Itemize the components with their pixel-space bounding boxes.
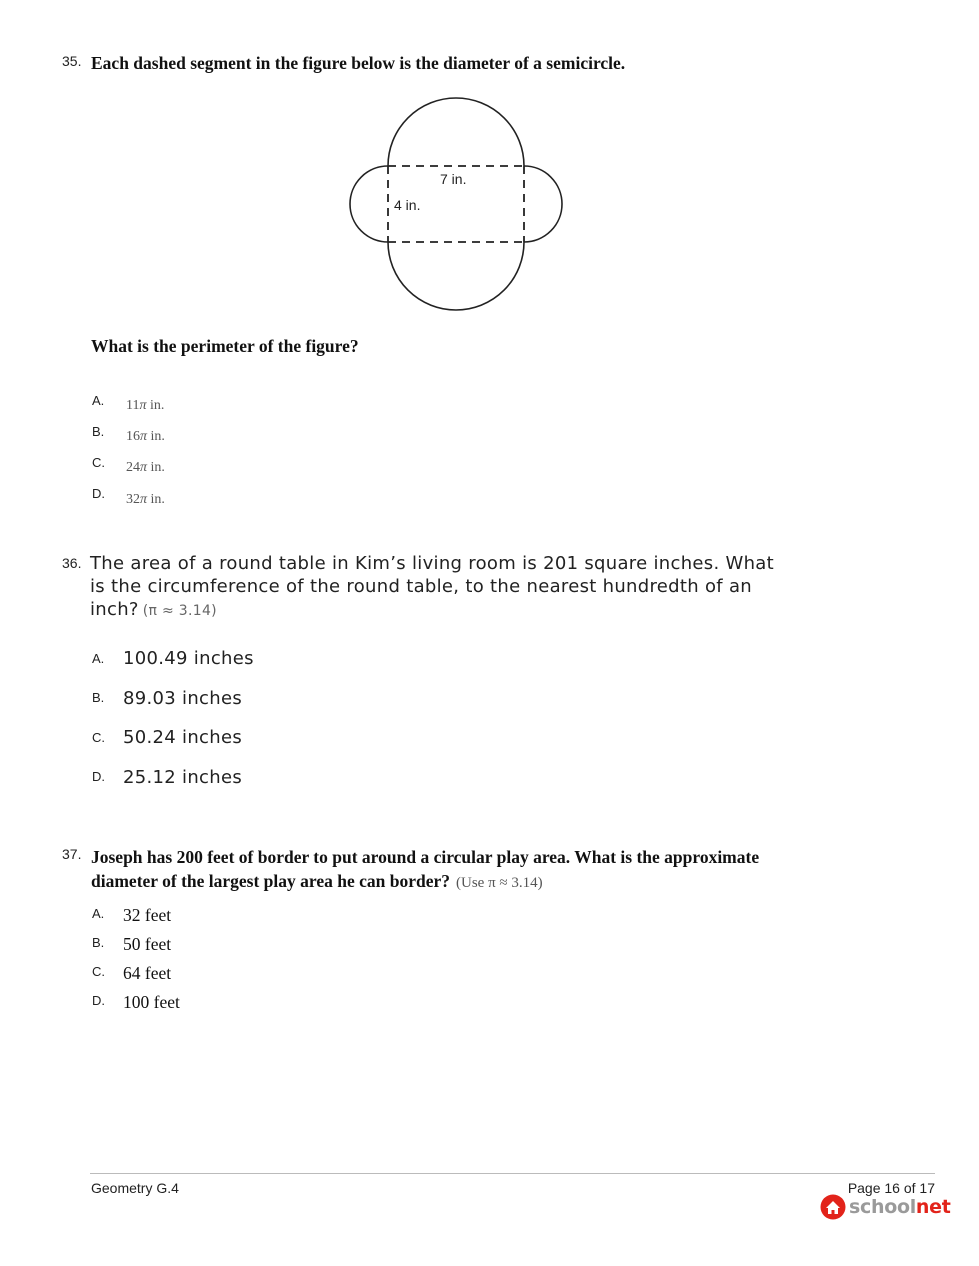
question-prompt: What is the perimeter of the figure?	[91, 336, 359, 356]
footer-divider	[90, 1173, 935, 1174]
house-icon	[820, 1194, 846, 1220]
footer-page-number: Page 16 of 17	[847, 1180, 935, 1196]
footer-course: Geometry G.4	[91, 1180, 179, 1196]
label-height: 4 in.	[394, 197, 421, 213]
choice-a[interactable]: 11π in.	[126, 398, 165, 413]
choice-letter: D.	[92, 769, 105, 784]
question-number: 35.	[62, 53, 82, 69]
choice-b[interactable]: 50 feet	[123, 934, 172, 954]
choice-c[interactable]: 50.24 inches	[123, 727, 243, 748]
choice-b[interactable]: 89.03 inches	[123, 688, 243, 709]
choice-a[interactable]: 32 feet	[123, 905, 172, 925]
choice-letter: B.	[92, 935, 105, 950]
label-width: 7 in.	[440, 171, 467, 187]
choice-d[interactable]: 32π in.	[126, 492, 165, 507]
question-number: 37.	[62, 846, 82, 862]
logo-wordmark: schoolnet	[849, 1196, 951, 1218]
choice-letter: B.	[92, 424, 105, 439]
schoolnet-logo	[820, 1194, 951, 1220]
left-semicircle	[350, 166, 388, 242]
question-text: Each dashed segment in the figure below is the diameter of a semicircle.	[91, 53, 626, 73]
question-text-line-2: diameter of the largest play area he can border? (Use π ≈ 3.14)	[91, 871, 543, 891]
choice-c[interactable]: 24π in.	[126, 460, 165, 475]
choice-letter: C.	[92, 730, 105, 745]
choice-d[interactable]: 25.12 inches	[123, 767, 243, 788]
right-semicircle	[524, 166, 562, 242]
choice-letter: A.	[92, 906, 105, 921]
choice-letter: D.	[92, 486, 105, 501]
choice-letter: C.	[92, 964, 105, 979]
question-number: 36.	[62, 555, 82, 571]
pi-note: (π ≈ 3.14)	[142, 603, 217, 619]
choice-b[interactable]: 16π in.	[126, 429, 165, 444]
choice-letter: D.	[92, 993, 105, 1008]
choice-letter: A.	[92, 393, 105, 408]
pi-note: (Use π ≈ 3.14)	[456, 875, 543, 891]
choice-letter: A.	[92, 651, 105, 666]
top-semicircle	[388, 98, 524, 166]
semicircles-figure	[340, 92, 570, 317]
choice-letter: C.	[92, 455, 105, 470]
choice-a[interactable]: 100.49 inches	[123, 648, 254, 669]
question-text-line-1: Joseph has 200 feet of border to put around a circular play area. What is the approximate	[91, 847, 760, 867]
question-text-line-3: inch? (π ≈ 3.14)	[90, 599, 217, 620]
choice-c[interactable]: 64 feet	[123, 963, 172, 983]
choice-d[interactable]: 100 feet	[123, 992, 180, 1012]
choice-letter: B.	[92, 690, 105, 705]
bottom-semicircle	[388, 242, 524, 310]
question-text-line-2: is the circumference of the round table, to the nearest hundredth of an	[90, 576, 752, 597]
question-text-line-1: The area of a round table in Kim’s living room is 201 square inches. What	[90, 553, 774, 574]
